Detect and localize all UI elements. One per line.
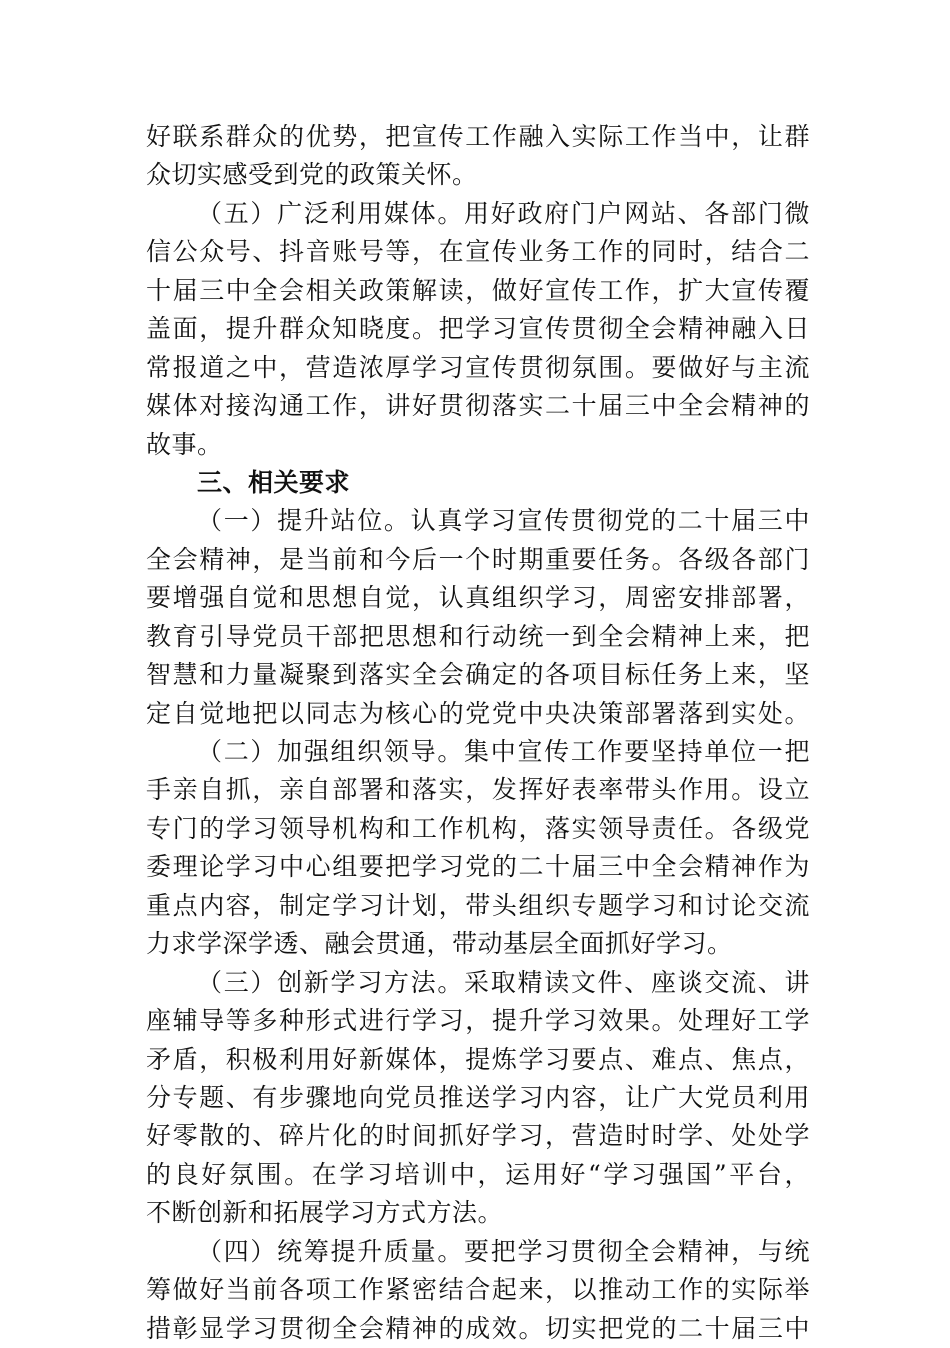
paragraph-start-line: （四）统筹提升质量。要把学习贯彻全会精神，与统 [197, 1236, 810, 1266]
text-line: 矛盾，积极利用好新媒体，提炼学习要点、难点、焦点， [146, 1044, 810, 1074]
paragraph-start-line: （三）创新学习方法。采取精读文件、座谈交流、讲 [197, 967, 810, 997]
text-line: 筹做好当前各项工作紧密结合起来，以推动工作的实际举 [146, 1275, 810, 1305]
text-line: 故事。 [146, 429, 223, 459]
text-line: 定自觉地把以同志为核心的党党中央决策部署落到实处。 [146, 698, 810, 728]
text-line: 的良好氛围。在学习培训中，运用好“学习强国”平台， [146, 1159, 810, 1189]
text-line: 委理论学习中心组要把学习党的二十届三中全会精神作为 [146, 852, 810, 882]
text-line: 好联系群众的优势，把宣传工作融入实际工作当中，让群 [146, 122, 810, 151]
text-line: 信公众号、抖音账号等，在宣传业务工作的同时，结合二 [146, 237, 810, 267]
text-line: 十届三中全会相关政策解读，做好宣传工作，扩大宣传覆 [146, 275, 810, 305]
text-line: 力求学深学透、融会贯通，带动基层全面抓好学习。 [146, 929, 733, 959]
text-line: 盖面，提升群众知晓度。把学习宣传贯彻全会精神融入日 [146, 314, 810, 344]
text-line: 众切实感受到党的政策关怀。 [146, 160, 478, 190]
paragraph-start-line: （一）提升站位。认真学习宣传贯彻党的二十届三中 [197, 506, 810, 536]
text-line: 措彰显学习贯彻全会精神的成效。切实把党的二十届三中 [146, 1313, 810, 1343]
text-line: 专门的学习领导机构和工作机构，落实领导责任。各级党 [146, 813, 810, 843]
text-line: 媒体对接沟通工作，讲好贯彻落实二十届三中全会精神的 [146, 391, 810, 421]
text-line: 常报道之中，营造浓厚学习宣传贯彻氛围。要做好与主流 [146, 352, 810, 382]
text-line: 要增强自觉和思想自觉，认真组织学习，周密安排部署， [146, 583, 810, 613]
text-line: 分专题、有步骤地向党员推送学习内容，让广大党员利用 [146, 1082, 810, 1112]
text-line: 教育引导党员干部把思想和行动统一到全会精神上来，把 [146, 621, 810, 651]
text-line: 全会精神，是当前和今后一个时期重要任务。各级各部门 [146, 544, 810, 574]
paragraph-start-line: （二）加强组织领导。集中宣传工作要坚持单位一把 [197, 737, 810, 766]
text-line: 重点内容，制定学习计划，带头组织专题学习和讨论交流 [146, 890, 810, 920]
text-line: 不断创新和拓展学习方式方法。 [146, 1198, 504, 1228]
text-line: 手亲自抓，亲自部署和落实，发挥好表率带头作用。设立 [146, 775, 810, 805]
text-line: 好零散的、碎片化的时间抓好学习，营造时时学、处处学 [146, 1121, 810, 1151]
body-text [146, 118, 810, 1348]
text-line: 智慧和力量凝聚到落实全会确定的各项目标任务上来，坚 [146, 660, 810, 690]
section-heading: 三、相关要求 [197, 467, 351, 497]
text-line: 座辅导等多种形式进行学习，提升学习效果。处理好工学 [146, 1006, 810, 1036]
paragraph-start-line: （五）广泛利用媒体。用好政府门户网站、各部门微 [197, 198, 810, 228]
